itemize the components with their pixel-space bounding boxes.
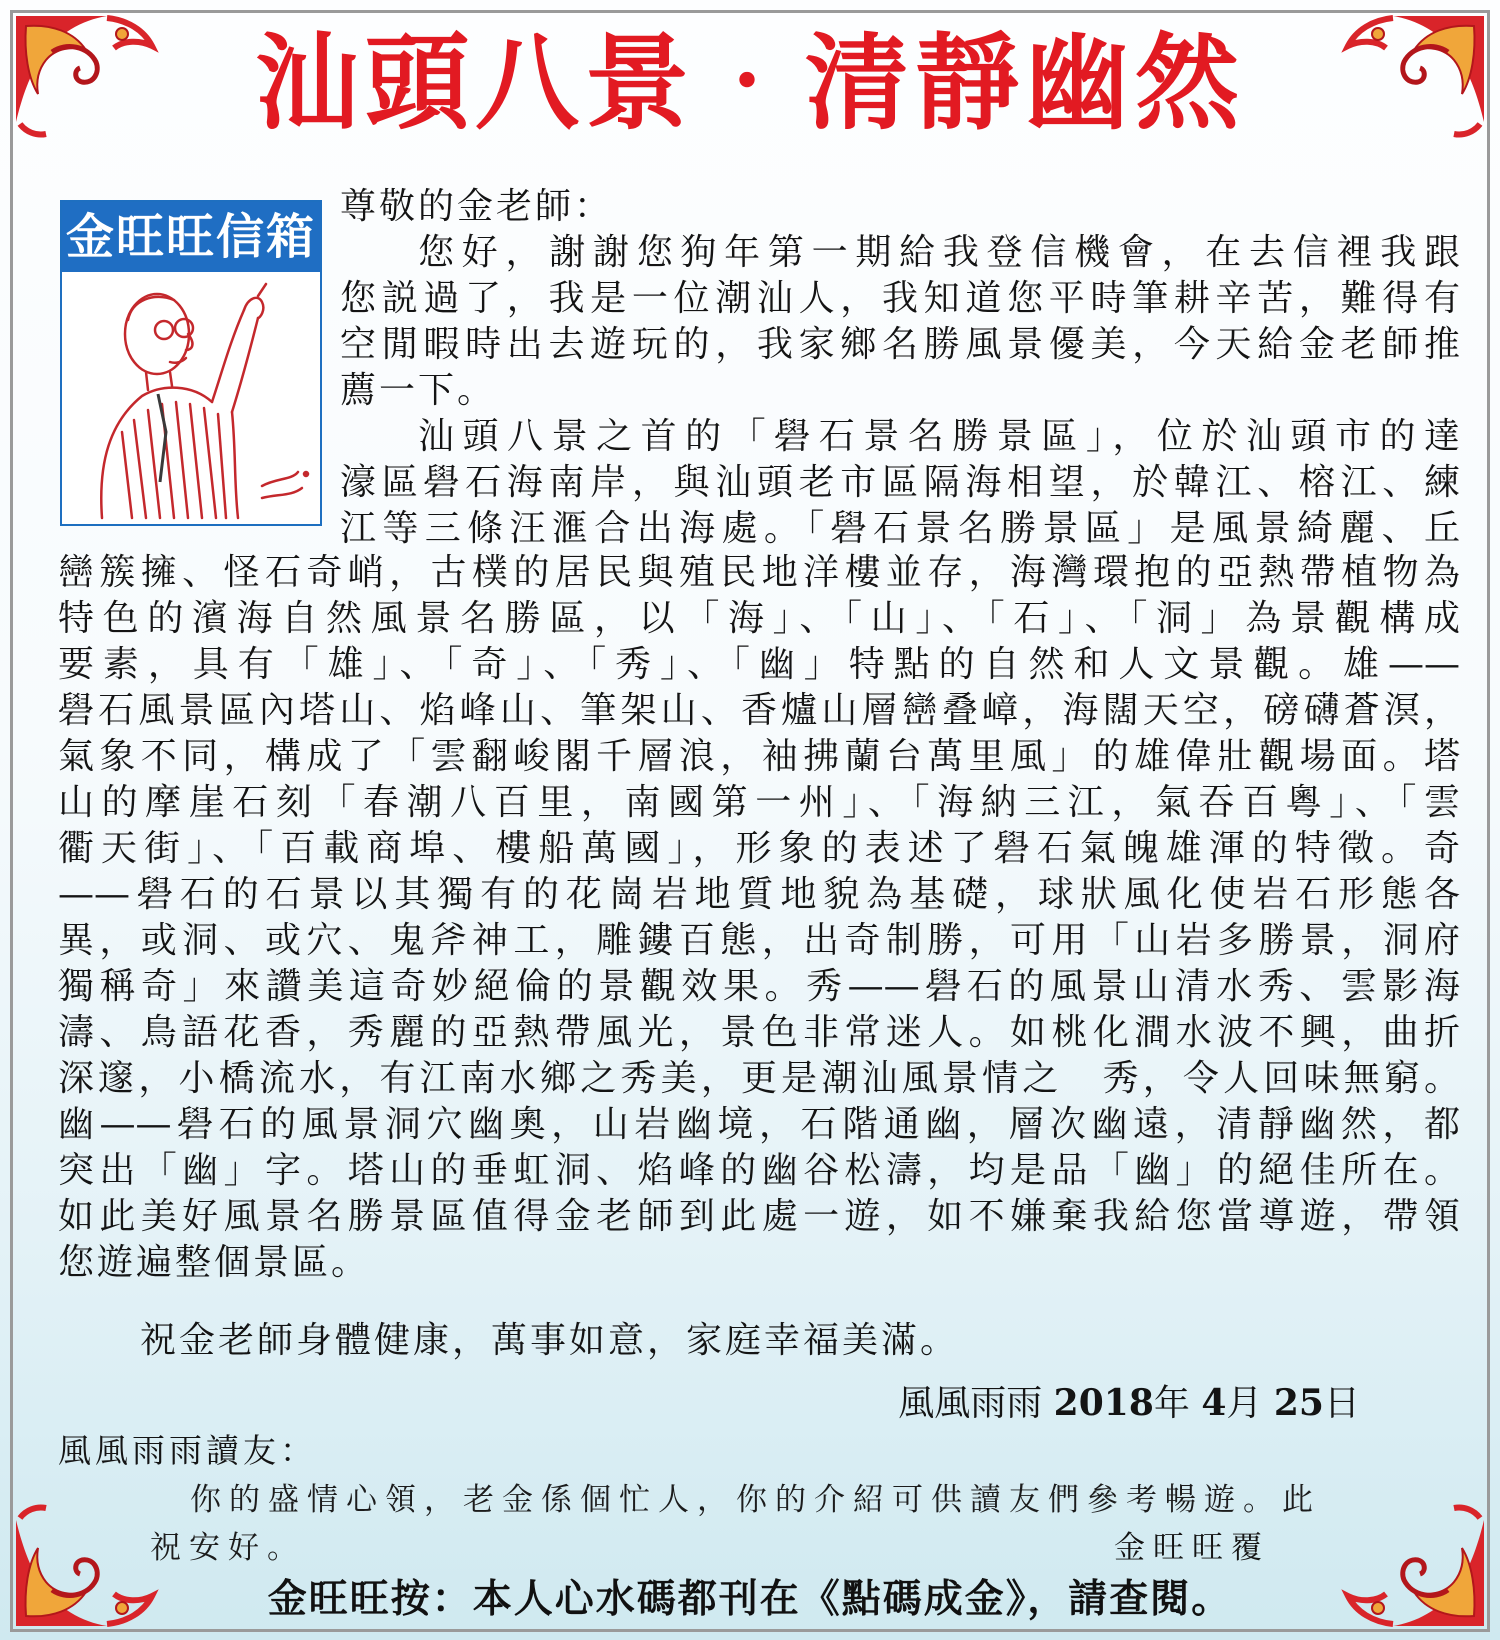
letter-line: 異，或洞、或穴、鬼斧神工，雕鏤百態，出奇制勝，可用「山岩多勝景，洞府 [58, 920, 1460, 961]
letter-line: 要素，具有「雄」、「奇」、「秀」、「幽」特點的自然和人文景觀。雄—— [58, 644, 1460, 685]
letter-line: 幽——礐石的風景洞穴幽奧，山岩幽境，石階通幽，層次幽遠，清靜幽然，都 [58, 1104, 1460, 1145]
footer-note: 金旺旺按：本人心水碼都刊在《點碼成金》，請查閱。 [267, 1577, 1233, 1622]
letter-line: 如此美好風景名勝景區值得金老師到此處一遊，如不嫌棄我給您當導遊，帶領 [58, 1196, 1460, 1237]
letter-line: 您好，謝謝您狗年第一期給我登信機會，在去信裡我跟 [418, 232, 1460, 273]
signature-year: 2018 [1053, 1382, 1154, 1424]
signature-day: 25 [1273, 1382, 1324, 1424]
column-badge-label: 金旺旺信箱 [62, 202, 320, 272]
letter-line: 濤、鳥語花香，秀麗的亞熱帶風光，景色非常迷人。如桃化澗水波不興，曲折 [58, 1012, 1460, 1053]
letter-signature [898, 1380, 1360, 1427]
letter-line: 您説過了，我是一位潮汕人，我知道您平時筆耕辛苦，難得有 [340, 278, 1460, 319]
letter-line: 巒簇擁、怪石奇峭，古樸的居民與殖民地洋樓並存，海灣環抱的亞熱帶植物為 [58, 552, 1460, 593]
letter-line: 汕頭八景之首的「礐石景名勝景區」，位於汕頭市的達 [418, 416, 1460, 457]
letter-salutation: 尊敬的金老師： [340, 186, 614, 227]
letter-line: 祝金老師身體健康，萬事如意，家庭幸福美滿。 [140, 1320, 960, 1361]
reply-line: 你的盛情心領，老金係個忙人，你的介紹可供讀友們參考暢遊。此 [190, 1482, 1321, 1518]
reply-line: 祝安好。 [150, 1530, 306, 1566]
letter-line: 山的摩崖石刻「春潮八百里，南國第一州」、「海納三江，氣吞百粵」、「雲 [58, 782, 1460, 823]
letter-line: 特色的濱海自然風景名勝區，以「海」、「山」、「石」、「洞」為景觀構成 [58, 598, 1460, 639]
letter-line: 氣象不同，構成了「雲翻峻閣千層浪，袖拂蘭台萬里風」的雄偉壯觀場面。塔 [58, 736, 1460, 777]
letter-line: 衢天街」、「百載商埠、樓船萬國」，形象的表述了礐石氣魄雄渾的特徵。奇 [58, 828, 1460, 869]
signature-name: 風風雨雨 [898, 1383, 1043, 1424]
letter-line: 空閒暇時出去遊玩的，我家鄉名勝風景優美，今天給金老師推 [340, 324, 1460, 365]
letter-line: 江等三條汪滙合出海處。「礐石景名勝景區」是風景綺麗、丘 [340, 508, 1460, 549]
letter-line: 礐石風景區內塔山、焰峰山、筆架山、香爐山層巒叠嶂，海闊天空，磅礴蒼溟， [58, 690, 1460, 731]
reply-signature: 金旺旺覆 [1114, 1530, 1270, 1566]
letter-line: 深邃，小橋流水，有江南水鄉之秀美，更是潮汕風景情之 秀，令人回味無窮。 [58, 1058, 1460, 1099]
letter-line: 獨稱奇」來讚美這奇妙絕倫的景觀效果。秀——礐石的風景山清水秀、雲影海 [58, 966, 1460, 1007]
letter-line: 突出「幽」字。塔山的垂虹洞、焰峰的幽谷松濤，均是品「幽」的絕佳所在。 [58, 1150, 1460, 1191]
letter-line: 薦一下。 [340, 370, 497, 411]
article-title: 汕頭八景‧清靜幽然 [254, 21, 1245, 144]
columnist-illustration [62, 272, 316, 520]
signature-year-unit: 年 [1153, 1383, 1190, 1424]
letter-line: ——礐石的石景以其獨有的花崗岩地質地貌為基礎，球狀風化使岩石形態各 [58, 874, 1460, 915]
reply-salutation: 風風雨雨讀友： [58, 1431, 317, 1470]
letter-line: 您遊遍整個景區。 [58, 1242, 371, 1283]
column-badge [60, 200, 322, 526]
signature-month: 4 [1201, 1382, 1227, 1424]
signature-day-unit: 日 [1323, 1383, 1360, 1424]
letter-line: 濠區礐石海南岸，與汕頭老市區隔海相望，於韓江、榕江、練 [340, 462, 1460, 503]
signature-month-unit: 月 [1226, 1383, 1263, 1424]
